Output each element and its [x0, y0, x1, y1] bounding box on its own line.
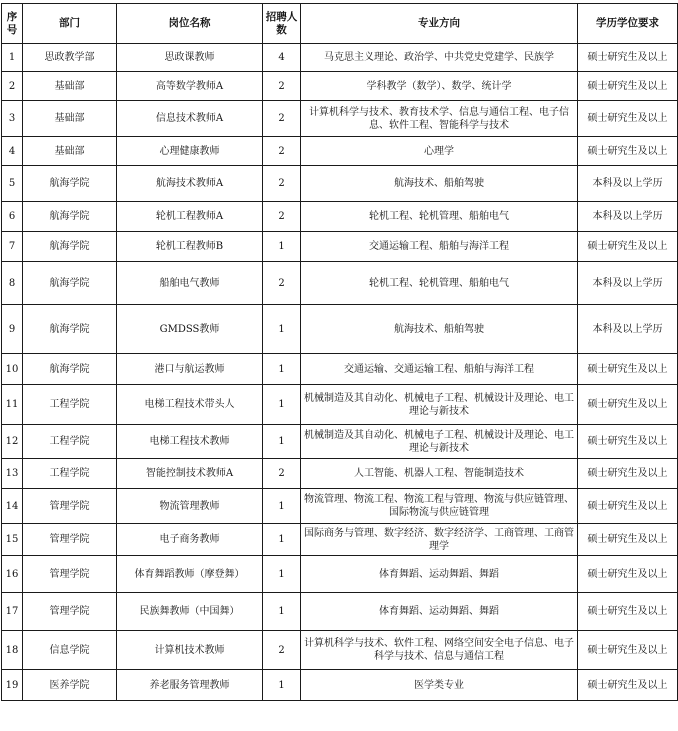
cell-seq: 10 [2, 354, 23, 385]
table-row [2, 44, 678, 72]
cell-seq: 12 [2, 425, 23, 459]
cell-major: 体育舞蹈、运动舞蹈、舞蹈 [301, 593, 578, 631]
cell-major: 心理学 [301, 137, 578, 166]
cell-seq: 1 [2, 44, 23, 72]
cell-education: 硕士研究生及以上 [578, 72, 678, 101]
cell-count: 1 [263, 385, 301, 425]
cell-position: 轮机工程教师A [117, 202, 263, 232]
table-row [2, 305, 678, 354]
cell-dept: 航海学院 [23, 305, 117, 354]
header-count: 招聘人数 [263, 4, 301, 44]
cell-dept: 信息学院 [23, 631, 117, 670]
cell-count: 1 [263, 489, 301, 524]
cell-dept: 航海学院 [23, 354, 117, 385]
cell-count: 2 [263, 137, 301, 166]
cell-seq: 9 [2, 305, 23, 354]
table-row [2, 556, 678, 593]
cell-education: 硕士研究生及以上 [578, 354, 678, 385]
cell-major: 医学类专业 [301, 670, 578, 701]
header-position: 岗位名称 [117, 4, 263, 44]
table-row [2, 631, 678, 670]
cell-education: 硕士研究生及以上 [578, 137, 678, 166]
cell-major: 计算机科学与技术、教育技术学、信息与通信工程、电子信息、软件工程、智能科学与技术 [301, 101, 578, 137]
cell-position: 信息技术教师A [117, 101, 263, 137]
cell-count: 2 [263, 166, 301, 202]
cell-position: 思政课教师 [117, 44, 263, 72]
cell-major: 机械制造及其自动化、机械电子工程、机械设计及理论、电工理论与新技术 [301, 385, 578, 425]
cell-position: 航海技术教师A [117, 166, 263, 202]
cell-major: 轮机工程、轮机管理、船舶电气 [301, 202, 578, 232]
cell-education: 硕士研究生及以上 [578, 425, 678, 459]
cell-dept: 航海学院 [23, 262, 117, 305]
cell-seq: 16 [2, 556, 23, 593]
cell-education: 硕士研究生及以上 [578, 101, 678, 137]
header-seq: 序号 [2, 4, 23, 44]
table-row [2, 232, 678, 262]
cell-position: 民族舞教师（中国舞） [117, 593, 263, 631]
cell-major: 国际商务与管理、数字经济、数字经济学、工商管理、工商管理学 [301, 524, 578, 556]
cell-education: 硕士研究生及以上 [578, 631, 678, 670]
cell-count: 1 [263, 232, 301, 262]
header-dept: 部门 [23, 4, 117, 44]
cell-education: 硕士研究生及以上 [578, 593, 678, 631]
cell-education: 硕士研究生及以上 [578, 489, 678, 524]
cell-count: 2 [263, 72, 301, 101]
cell-dept: 工程学院 [23, 385, 117, 425]
cell-education: 硕士研究生及以上 [578, 670, 678, 701]
cell-position: 电梯工程技术教师 [117, 425, 263, 459]
cell-count: 1 [263, 354, 301, 385]
cell-position: 计算机技术教师 [117, 631, 263, 670]
cell-dept: 基础部 [23, 72, 117, 101]
cell-seq: 11 [2, 385, 23, 425]
cell-major: 航海技术、船舶驾驶 [301, 166, 578, 202]
cell-count: 1 [263, 556, 301, 593]
cell-dept: 管理学院 [23, 489, 117, 524]
cell-count: 1 [263, 425, 301, 459]
cell-major: 人工智能、机器人工程、智能制造技术 [301, 459, 578, 489]
cell-major: 学科教学（数学）、数学、统计学 [301, 72, 578, 101]
cell-major: 机械制造及其自动化、机械电子工程、机械设计及理论、电工理论与新技术 [301, 425, 578, 459]
cell-major: 计算机科学与技术、软件工程、网络空间安全电子信息、电子科学与技术、信息与通信工程 [301, 631, 578, 670]
cell-position: 电子商务教师 [117, 524, 263, 556]
table-row [2, 489, 678, 524]
cell-major: 交通运输、交通运输工程、船舶与海洋工程 [301, 354, 578, 385]
cell-education: 硕士研究生及以上 [578, 232, 678, 262]
cell-education: 本科及以上学历 [578, 305, 678, 354]
cell-count: 2 [263, 101, 301, 137]
cell-major: 交通运输工程、船舶与海洋工程 [301, 232, 578, 262]
header-major: 专业方向 [301, 4, 578, 44]
cell-count: 1 [263, 305, 301, 354]
table-row [2, 202, 678, 232]
recruitment-table [1, 3, 678, 701]
cell-dept: 管理学院 [23, 556, 117, 593]
cell-education: 硕士研究生及以上 [578, 556, 678, 593]
cell-count: 4 [263, 44, 301, 72]
cell-position: 智能控制技术教师A [117, 459, 263, 489]
cell-dept: 基础部 [23, 101, 117, 137]
cell-major: 马克思主义理论、政治学、中共党史党建学、民族学 [301, 44, 578, 72]
cell-dept: 航海学院 [23, 232, 117, 262]
cell-count: 2 [263, 459, 301, 489]
cell-seq: 4 [2, 137, 23, 166]
header-row [2, 4, 678, 44]
cell-seq: 18 [2, 631, 23, 670]
cell-dept: 航海学院 [23, 202, 117, 232]
cell-seq: 2 [2, 72, 23, 101]
table-row [2, 670, 678, 701]
table-row [2, 385, 678, 425]
cell-seq: 14 [2, 489, 23, 524]
table-row [2, 425, 678, 459]
cell-seq: 8 [2, 262, 23, 305]
cell-major: 物流管理、物流工程、物流工程与管理、物流与供应链管理、国际物流与供应链管理 [301, 489, 578, 524]
table-row [2, 354, 678, 385]
cell-count: 1 [263, 524, 301, 556]
cell-education: 本科及以上学历 [578, 202, 678, 232]
cell-position: 轮机工程教师B [117, 232, 263, 262]
table-row [2, 524, 678, 556]
table-row [2, 459, 678, 489]
cell-education: 硕士研究生及以上 [578, 524, 678, 556]
cell-dept: 基础部 [23, 137, 117, 166]
cell-seq: 19 [2, 670, 23, 701]
cell-count: 2 [263, 202, 301, 232]
cell-dept: 医养学院 [23, 670, 117, 701]
cell-position: GMDSS教师 [117, 305, 263, 354]
cell-seq: 5 [2, 166, 23, 202]
cell-count: 2 [263, 262, 301, 305]
cell-seq: 13 [2, 459, 23, 489]
cell-education: 硕士研究生及以上 [578, 385, 678, 425]
cell-seq: 15 [2, 524, 23, 556]
cell-major: 轮机工程、轮机管理、船舶电气 [301, 262, 578, 305]
cell-education: 本科及以上学历 [578, 166, 678, 202]
table-body [2, 44, 678, 701]
cell-education: 本科及以上学历 [578, 262, 678, 305]
cell-education: 硕士研究生及以上 [578, 459, 678, 489]
cell-position: 心理健康教师 [117, 137, 263, 166]
table-row [2, 137, 678, 166]
cell-dept: 思政教学部 [23, 44, 117, 72]
cell-dept: 管理学院 [23, 593, 117, 631]
table-row [2, 593, 678, 631]
cell-major: 体育舞蹈、运动舞蹈、舞蹈 [301, 556, 578, 593]
cell-count: 1 [263, 593, 301, 631]
cell-major: 航海技术、船舶驾驶 [301, 305, 578, 354]
cell-position: 体育舞蹈教师（摩登舞） [117, 556, 263, 593]
cell-dept: 航海学院 [23, 166, 117, 202]
cell-position: 高等数学教师A [117, 72, 263, 101]
table-row [2, 101, 678, 137]
cell-seq: 6 [2, 202, 23, 232]
cell-education: 硕士研究生及以上 [578, 44, 678, 72]
table-row [2, 262, 678, 305]
table-row [2, 72, 678, 101]
cell-position: 物流管理教师 [117, 489, 263, 524]
header-education: 学历学位要求 [578, 4, 678, 44]
cell-count: 2 [263, 631, 301, 670]
cell-seq: 7 [2, 232, 23, 262]
cell-seq: 3 [2, 101, 23, 137]
cell-position: 港口与航运教师 [117, 354, 263, 385]
cell-position: 电梯工程技术带头人 [117, 385, 263, 425]
cell-count: 1 [263, 670, 301, 701]
cell-dept: 工程学院 [23, 425, 117, 459]
cell-dept: 管理学院 [23, 524, 117, 556]
cell-position: 养老服务管理教师 [117, 670, 263, 701]
cell-dept: 工程学院 [23, 459, 117, 489]
cell-position: 船舶电气教师 [117, 262, 263, 305]
table-row [2, 166, 678, 202]
cell-seq: 17 [2, 593, 23, 631]
